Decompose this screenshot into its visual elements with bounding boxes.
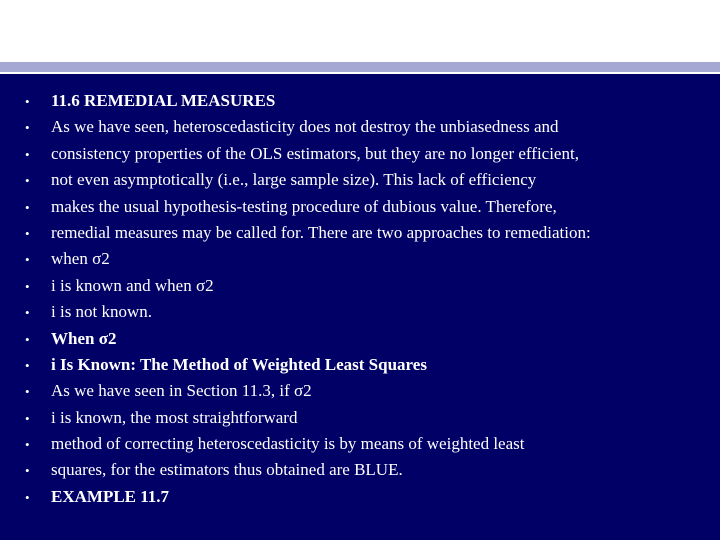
bullet-marker: • — [25, 489, 30, 505]
header-accent-bar — [0, 62, 720, 72]
bullet-item — [25, 194, 591, 220]
subheading-line: When σ2 — [51, 328, 117, 348]
bullet-marker: • — [25, 225, 30, 241]
body-text-line: i is known and when σ2 — [51, 275, 214, 295]
bullet-marker: • — [25, 410, 30, 426]
bullet-item — [25, 299, 591, 325]
bullet-marker: • — [25, 305, 30, 321]
body-text-line: i is not known. — [51, 302, 153, 322]
bullet-item — [25, 167, 591, 193]
bullet-item — [25, 114, 591, 140]
subheading-line: i Is Known: The Method of Weighted Least Squares — [51, 354, 427, 374]
bullet-marker: • — [25, 199, 30, 215]
bullet-marker: • — [25, 437, 30, 453]
bullet-marker: • — [25, 463, 30, 479]
body-text-line: As we have seen, heteroscedasticity does not destroy the unbiasedness and — [51, 117, 559, 137]
body-text-line: remedial measures may be called for. There are two approaches to remediation: — [51, 222, 591, 242]
bullet-list — [25, 88, 591, 510]
bullet-item — [25, 484, 591, 510]
body-text-line: makes the usual hypothesis-testing procedure of dubious value. Therefore, — [51, 196, 557, 216]
slide-header-area — [0, 0, 720, 62]
bullet-item — [25, 431, 591, 457]
bullet-marker: • — [25, 173, 30, 189]
bullet-item — [25, 457, 591, 483]
bullet-marker: • — [25, 278, 30, 294]
bullet-item — [25, 378, 591, 404]
bullet-item — [25, 273, 591, 299]
bullet-item — [25, 352, 591, 378]
body-text-line: method of correcting heteroscedasticity is by means of weighted least — [51, 434, 525, 454]
bullet-marker: • — [25, 94, 30, 109]
bullet-marker: • — [25, 146, 30, 162]
bullet-marker: • — [25, 384, 30, 400]
bullet-marker: • — [25, 357, 30, 373]
bullet-item — [25, 141, 591, 167]
body-text-line: i is known, the most straightforward — [51, 407, 298, 427]
body-text-line: when σ2 — [51, 249, 110, 269]
body-text-line: squares, for the estimators thus obtained are BLUE. — [51, 460, 403, 480]
body-text-line: As we have seen in Section 11.3, if σ2 — [51, 381, 312, 401]
bullet-item — [25, 326, 591, 352]
body-text-line: not even asymptotically (i.e., large sample size). This lack of efficiency — [51, 170, 537, 190]
bullet-item — [25, 220, 591, 246]
bullet-marker: • — [25, 331, 30, 347]
body-text-line: consistency properties of the OLS estimators, but they are no longer efficient, — [51, 143, 579, 163]
bullet-item — [25, 246, 591, 272]
bullet-marker: • — [25, 252, 30, 268]
section-heading: 11.6 REMEDIAL MEASURES — [51, 91, 276, 110]
bullet-marker: • — [25, 120, 30, 136]
bullet-item — [25, 88, 591, 114]
bullet-item — [25, 405, 591, 431]
example-heading: EXAMPLE 11.7 — [51, 486, 170, 506]
